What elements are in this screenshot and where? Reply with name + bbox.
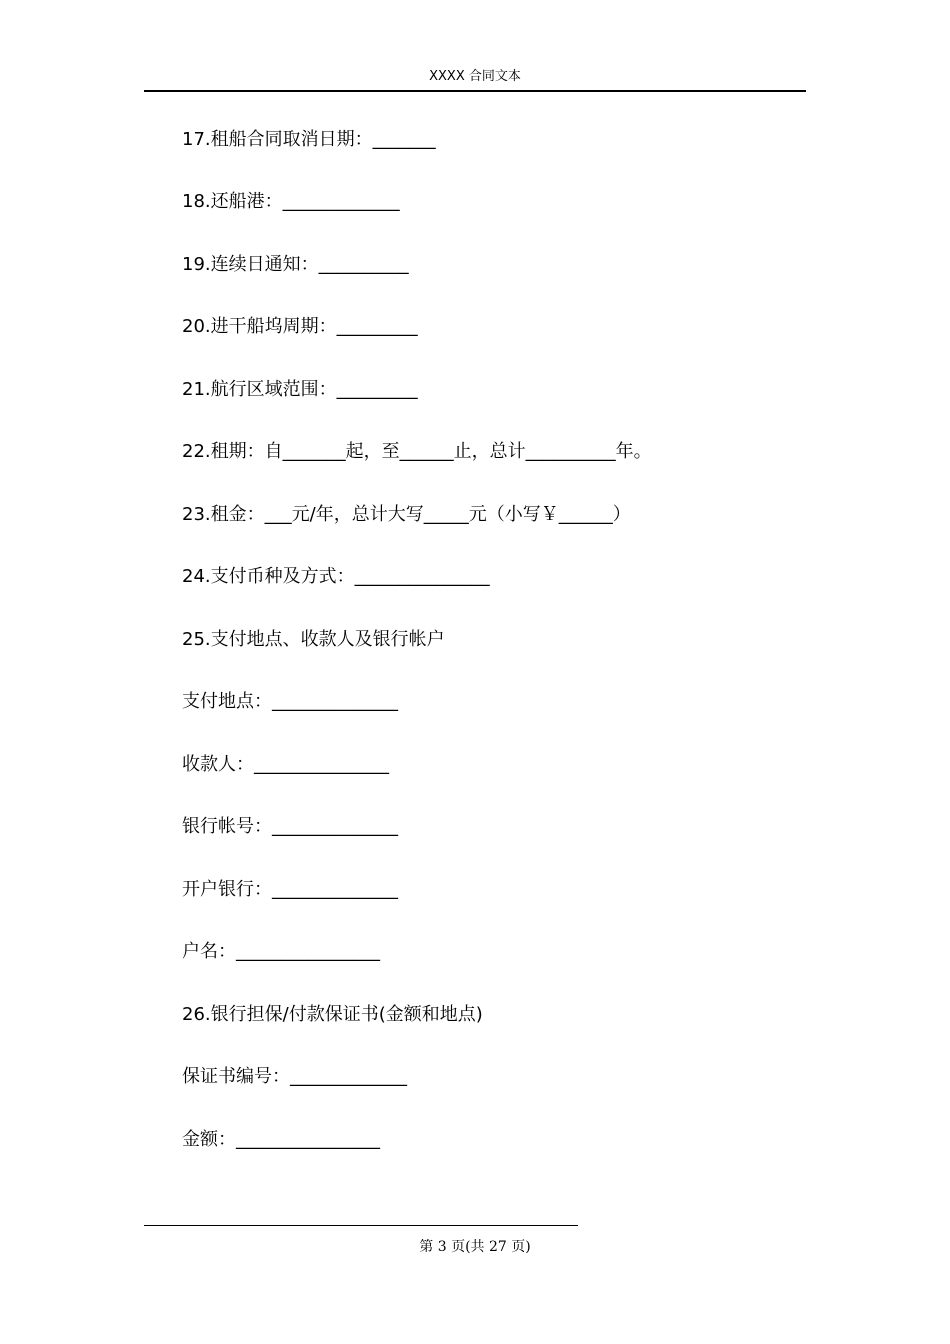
page-header	[144, 66, 806, 92]
amount-field: 金额：________________	[182, 1129, 380, 1150]
account-name-field: 户名：________________	[182, 941, 380, 962]
footer-divider	[144, 1225, 578, 1226]
clause-18-redelivery-port: 18.还船港：_____________	[182, 191, 400, 212]
payee-field: 收款人：_______________	[182, 754, 389, 775]
clause-22-charter-period: 22.租期：自_______起，至______止，总计__________年。	[182, 441, 652, 462]
clause-20-drydock-period: 20.进干船坞周期：_________	[182, 316, 418, 337]
clause-24-payment-currency: 24.支付币种及方式：_______________	[182, 566, 490, 587]
guarantee-number-field: 保证书编号：_____________	[182, 1066, 407, 1087]
bank-account-field: 银行帐号：______________	[182, 816, 398, 837]
clause-23-hire: 23.租金：___元/年，总计大写_____元（小写￥______）	[182, 504, 631, 525]
page-footer	[0, 1236, 950, 1258]
clause-21-trading-area: 21.航行区域范围：_________	[182, 379, 418, 400]
clause-26-bank-guarantee-heading: 26.银行担保/付款保证书(金额和地点)	[182, 1004, 483, 1025]
page-number: 第 3 页(共 27 页)	[419, 1239, 531, 1255]
payment-place-field: 支付地点：______________	[182, 691, 398, 712]
clause-19-continuous-day-notice: 19.连续日通知：__________	[182, 254, 409, 275]
header-title: XXXX 合同文本	[429, 69, 521, 84]
clause-17-charter-cancel-date: 17.租船合同取消日期：_______	[182, 129, 436, 150]
opening-bank-field: 开户银行：______________	[182, 879, 398, 900]
clause-25-payment-place-heading: 25.支付地点、收款人及银行帐户	[182, 629, 445, 650]
